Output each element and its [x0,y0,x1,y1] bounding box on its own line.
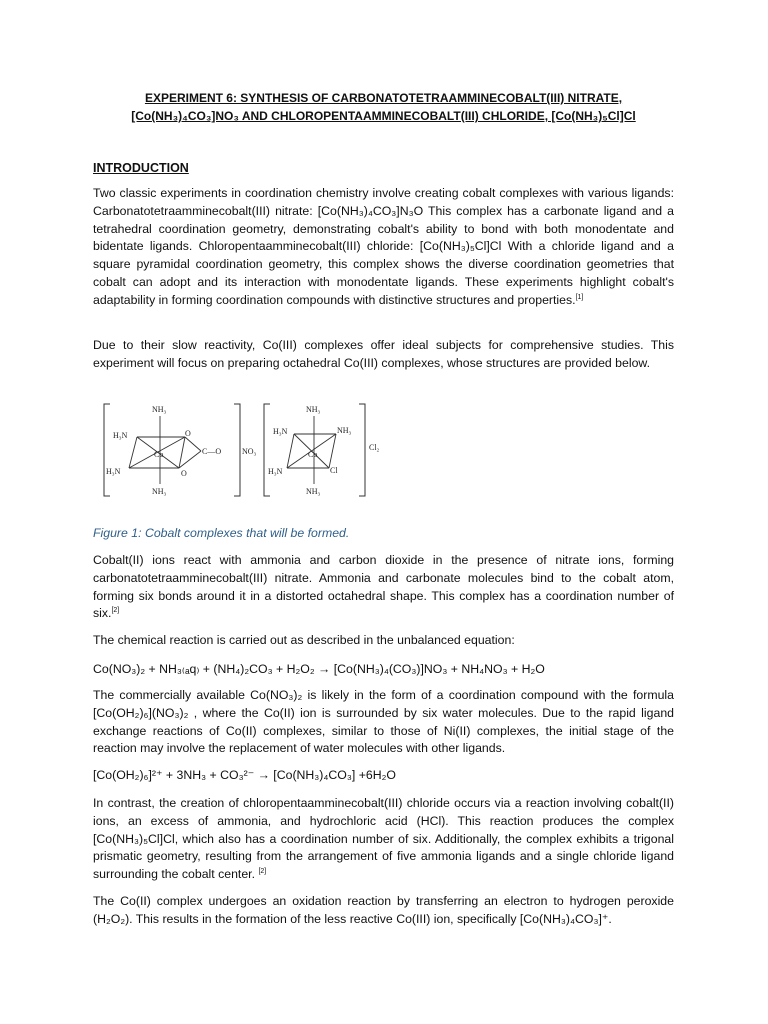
intro-paragraph-1-text: Two classic experiments in coordination chemistry involve creating cobalt complexes with various ligands: Carbonatotetraamminecobalt(III) nitrate: [Co(NH₃)₄CO₃]N₃O This complex has a carbonate ligand and a tetrahedral coordination geometry, demonstrating cobalt's ability to bond with both monodentate and bidentate ligands. Chloropentaamminecobalt(III) chloride: [Co(NH₃)₅Cl]Cl With a chloride ligand and a square pyramidal coordination geometry, this complex shows the diverse coordination geometries that cobalt can adopt and its interaction with monodentate ligands. These experiments highlight cobalt's adaptability in forming coordination compounds with distinctive structures and properties. [93,186,674,307]
right-nh3: NH₃ [337,426,352,435]
left-o-bottom: O [181,469,187,478]
paragraph-3 [93,552,674,623]
right-cl: Cl [330,466,338,475]
paragraph-4: The chemical reaction is carried out as described in the unbalanced equation: [93,633,515,647]
title-line-2: [Co(NH₃)₄CO₃]NO₃ AND CHLOROPENTAAMMINECOBALT(III) CHLORIDE, [Co(NH₃)₅Cl]Cl [131,109,636,123]
cobalt-complexes-figure [101,396,386,506]
citation-3: [2] [258,868,267,876]
right-h3n-lower: H₃N [268,467,283,476]
citation-1: [1] [575,293,584,301]
paragraph-5: The commercially available Co(NO₃)₂ is likely in the form of a coordination compound with the formula [Co(OH₂)₆](NO₃)₂ , where the Co(II) ion is surrounded by six water molecules. Due to the rapid ligand exchange reactions of Co(II) complexes, similar to those of Ni(II) complexes, the initial stage of the reaction may involve the replacement of water molecules with other ligands. [93,688,674,756]
intro-paragraph-2: Due to their slow reactivity, Co(III) complexes offer ideal subjects for comprehensive studies. This experiment will focus on preparing octahedral Co(III) complexes, whose structures are provided below. [93,338,674,370]
left-complex-bonds [129,416,201,484]
right-bracket-close [359,404,365,496]
introduction-heading: INTRODUCTION [93,161,189,175]
document-title [93,89,674,125]
intro-paragraph-1 [93,185,674,310]
paragraph-6-text: In contrast, the creation of chloropentaamminecobalt(III) chloride occurs via a reaction involving cobalt(II) ions, an excess of ammonia, and hydrochloric acid (HCl). This reaction produces the complex [Co(NH₃)₅Cl]Cl, which also has a coordination number of six. Additionally, the complex exhibits a trigonal prismatic geometry, resulting from the arrangement of five ammonia ligands and a single chloride ligand surrounding the cobalt center. [93,796,674,882]
equation-2: [Co(OH₂)₆]²⁺ + 3NH₃ + CO₃²⁻ → [Co(NH₃)₄CO₃] +6H₂O [93,768,396,782]
left-bracket-close [234,404,240,496]
equation-1: Co(NO₃)₂ + NH₃₍ₐq₎ + (NH₄)₂CO₃ + H₂O₂ → [Co(NH₃)₄(CO₃)]NO₃ + NH₄NO₃ + H₂O [93,662,545,676]
right-bracket-open [264,404,270,496]
title-line-1: EXPERIMENT 6: SYNTHESIS OF CARBONATOTETRAAMMINECOBALT(III) NITRATE, [144,91,623,105]
right-top-nh3: NH₃ [306,405,321,414]
left-h3n-lower: H₃N [106,467,121,476]
figure-caption: Figure 1: Cobalt complexes that will be formed. [93,526,350,540]
citation-2: [2] [111,607,120,615]
left-complex-brackets [104,404,365,496]
left-top-nh3: NH₃ [152,405,167,414]
right-bottom-nh3: NH₃ [306,487,321,496]
paragraph-3-text: Cobalt(II) ions react with ammonia and carbon dioxide in the presence of nitrate ions, forming carbonatotetraamminecobalt(III) nitrate. Ammonia and carbonate molecules bind to the cobalt atom, forming six bonds around it in a distorted octahedral shape. This complex has a coordination number of six. [93,553,674,621]
left-o-top: O [185,429,191,438]
right-h3n-upper: H₃N [273,427,288,436]
left-counter-ion: NO₃ [242,447,257,456]
right-counter-ion: Cl₂ [369,443,380,452]
left-carbonyl: C—O [202,447,222,456]
paragraph-6 [93,795,674,884]
left-h3n-upper: H₃N [113,431,128,440]
paragraph-7: The Co(II) complex undergoes an oxidation reaction by transferring an electron to hydrogen peroxide (H₂O₂). This results in the formation of the less reactive Co(III) ion, specifically [Co(NH₃)₄CO₃]⁺. [93,894,674,926]
right-co: Co [308,450,318,459]
left-bottom-nh3: NH₃ [152,487,167,496]
left-co: Co [154,450,164,459]
left-bracket-open [104,404,110,496]
